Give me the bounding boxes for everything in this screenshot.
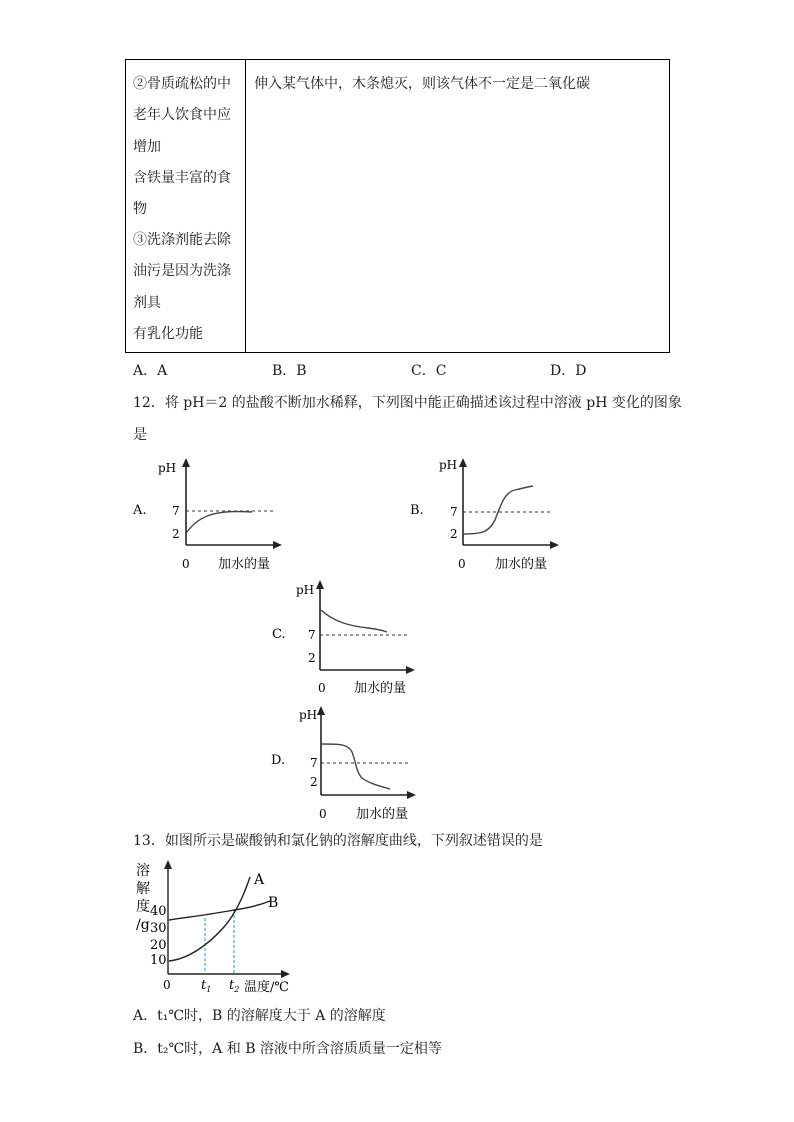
y-axis-label-char: 溶: [136, 863, 150, 879]
table-left-line: ③洗涤剂能去除: [133, 232, 231, 248]
tick-2: 2: [308, 651, 316, 665]
y-axis-label-char: /g: [136, 917, 150, 933]
y-tick-40: 40: [150, 904, 167, 919]
tick-7: 7: [450, 505, 458, 519]
option-label: B.: [410, 503, 424, 518]
table-right-text: 伸入某气体中，木条熄灭，则该气体不一定是二氧化碳: [254, 76, 590, 92]
x-axis-arrow: [406, 666, 415, 674]
ph-curve: [322, 744, 390, 789]
table-left-line: 含铁量丰富的食: [133, 170, 231, 186]
x-axis-label: 加水的量: [354, 681, 407, 696]
curve-b-label: B: [268, 895, 279, 911]
graph-b: [407, 452, 567, 577]
ph-curve: [464, 486, 533, 534]
x-axis-arrow: [281, 970, 290, 978]
x-axis-label: 加水的量: [495, 557, 548, 572]
origin-label: 0: [163, 978, 171, 992]
x-axis-arrow: [407, 791, 416, 799]
y-axis-label: pH: [439, 458, 458, 472]
tick-7: 7: [310, 756, 318, 770]
x-axis-arrow: [550, 541, 559, 549]
graph-a-svg: [130, 452, 290, 577]
x-axis-label: 加水的量: [218, 557, 271, 572]
graph-c: [268, 574, 428, 700]
y-axis-arrow: [317, 706, 325, 715]
origin-label: 0: [182, 557, 190, 571]
y-tick-10: 10: [150, 953, 167, 968]
option-c: C．C: [411, 363, 447, 379]
origin-label: 0: [318, 681, 326, 695]
tick-2: 2: [310, 775, 318, 789]
graph-c-svg: [268, 574, 428, 700]
y-axis-label: pH: [296, 583, 315, 597]
y-axis-label-char: 解: [136, 881, 150, 897]
question-12-stem: 12．将 pH＝2 的盐酸不断加水稀释，下列图中能正确描述该过程中溶液 pH 变化的图象: [133, 395, 682, 411]
origin-label: 0: [458, 557, 466, 571]
graph-a: [130, 452, 290, 577]
ph-curve: [187, 512, 252, 532]
y-axis-label: pH: [299, 708, 318, 722]
option-d: D．D: [550, 363, 587, 379]
origin-label: 0: [319, 807, 327, 821]
y-axis-label: pH: [158, 461, 177, 475]
curve-b: [169, 901, 270, 920]
table-left-line: 物: [133, 201, 147, 217]
tick-7: 7: [172, 504, 180, 518]
curve-a: [169, 877, 250, 961]
curve-a-label: A: [254, 872, 265, 888]
graph-d-svg: [268, 700, 428, 824]
tick-2: 2: [450, 527, 458, 541]
tick-7: 7: [308, 628, 316, 642]
option-label: A.: [133, 503, 147, 518]
y-tick-20: 20: [150, 938, 167, 953]
table-left-line: 有乳化功能: [133, 326, 203, 342]
table-left-line: 增加: [133, 139, 161, 155]
x-axis-label: 加水的量: [356, 807, 409, 822]
option-label: C.: [272, 627, 286, 642]
tick-2: 2: [172, 527, 180, 541]
y-axis-arrow: [164, 860, 172, 869]
x-tick-t2: $t_2$: [229, 978, 240, 994]
table-left-line: ②骨质疏松的中: [133, 76, 231, 92]
question-12-stem-cont: 是: [133, 427, 147, 443]
graph-d: [268, 700, 428, 824]
x-axis-arrow: [273, 541, 282, 549]
solubility-chart-svg: [128, 855, 318, 995]
y-axis-arrow: [182, 458, 190, 467]
option-label: D.: [271, 753, 286, 768]
y-axis-arrow: [459, 458, 467, 467]
x-tick-t1: $t_1$: [201, 978, 212, 994]
table-cell-right: [246, 60, 670, 353]
option-b: B．B: [272, 363, 307, 379]
graph-b-svg: [407, 452, 567, 577]
ph-curve: [321, 610, 387, 632]
option-a: A．A: [133, 363, 168, 379]
y-axis-label-char: 度: [136, 899, 150, 915]
option-a: A．t₁℃时，B 的溶解度大于 A 的溶解度: [133, 1008, 386, 1024]
table-left-line: 油污是因为洗涤: [133, 263, 231, 279]
solubility-chart: [128, 855, 318, 995]
x-axis-label: 温度/℃: [244, 980, 289, 995]
y-axis-arrow: [316, 580, 324, 589]
y-tick-30: 30: [150, 921, 167, 936]
option-b: B．t₂℃时，A 和 B 溶液中所含溶质质量一定相等: [133, 1041, 442, 1057]
table-left-line: 剂具: [133, 295, 161, 311]
question-13-stem: 13．如图所示是碳酸钠和氯化钠的溶解度曲线，下列叙述错误的是: [133, 833, 543, 849]
table-left-line: 老年人饮食中应: [133, 107, 231, 123]
